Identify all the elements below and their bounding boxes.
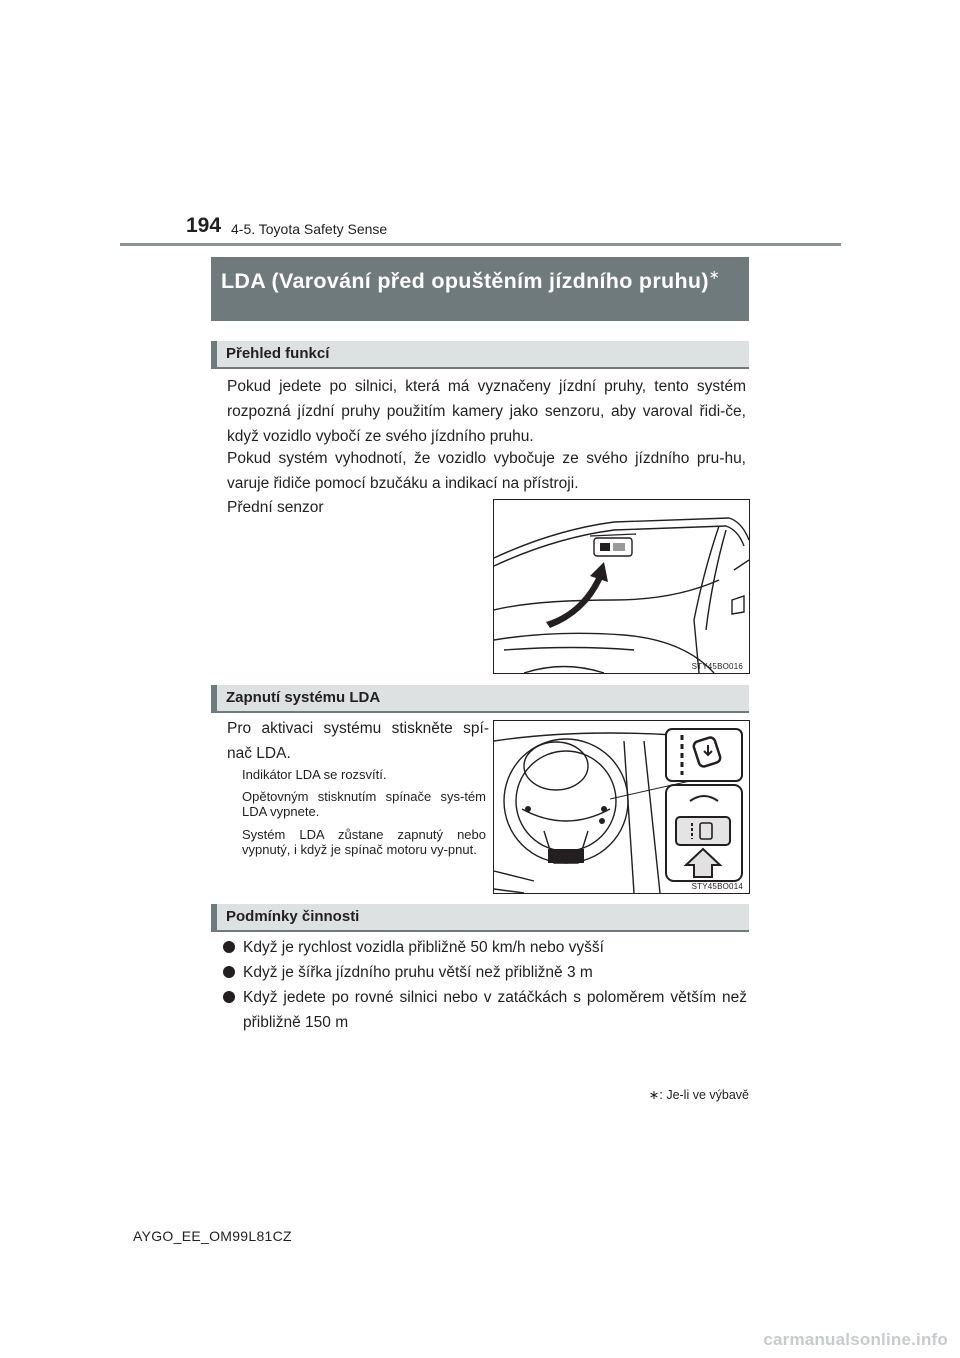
page-title-text: LDA (Varování před opuštěním jízdního pruhu) <box>221 269 709 293</box>
condition-bullet <box>223 960 747 985</box>
title-marker: ∗ <box>708 267 720 282</box>
condition-text: Když jedete po rovné silnici nebo v zatáčkách s poloměrem větším než přibližně 150 m <box>243 989 747 1031</box>
bullet-dot-icon <box>223 966 235 978</box>
watermark: carmanualsonline.info <box>763 1330 948 1349</box>
condition-bullet <box>223 935 747 960</box>
activation-paragraph: Pro aktivaci systému stiskněte spí-nač LDA. <box>227 720 489 762</box>
section-reference: 4-5. Toyota Safety Sense <box>231 221 388 237</box>
arrow-to-sensor <box>546 562 608 628</box>
footnote-text: : Je-li ve výbavě <box>659 1088 749 1102</box>
page-number: 194 <box>186 214 222 237</box>
overview-paragraph-2: Pokud systém vyhodnotí, že vozidlo vybočuje ze svého jízdního pru-hu, varuje řidiče pomocí bzučáku a indikací na přístroji. <box>227 450 746 492</box>
activation-note-3: Systém LDA zůstane zapnutý nebo vypnutý, i když je spínač motoru vy-pnut. <box>242 827 486 857</box>
activation-note-2: Opětovným stisknutím spínače sys-tém LDA vypnete. <box>242 789 486 819</box>
overview-heading: Přehled funkcí <box>211 341 749 369</box>
steering-wheel-illustration <box>494 721 749 893</box>
lda-switch-figure <box>493 720 750 894</box>
footnote <box>649 1087 749 1102</box>
page-title <box>211 257 749 321</box>
lda-indicator-panel <box>666 729 742 781</box>
conditions-heading: Podmínky činnosti <box>211 904 749 932</box>
condition-text: Když je šířka jízdního pruhu větší než přibližně 3 m <box>243 964 593 981</box>
sensor-unit <box>590 534 636 556</box>
figure-code-2: STY45BO014 <box>691 882 743 891</box>
activation-heading: Zapnutí systému LDA <box>211 685 749 713</box>
header-rule <box>120 243 841 246</box>
footnote-marker: ∗ <box>648 1088 660 1102</box>
bullet-dot-icon <box>223 991 235 1003</box>
windshield-illustration <box>494 500 749 673</box>
front-sensor-label: Přední senzor <box>227 499 324 516</box>
figure-code-1: STY45BO016 <box>691 662 743 671</box>
document-code: AYGO_EE_OM99L81CZ <box>133 1228 292 1244</box>
condition-text: Když je rychlost vozidla přibližně 50 km/h nebo vyšší <box>243 939 604 956</box>
lda-switch-panel <box>666 785 742 881</box>
condition-bullet <box>223 985 747 1035</box>
overview-paragraph-1: Pokud jedete po silnici, která má vyznačeny jízdní pruhy, tento systém rozpozná jízdní pruhy použitím kamery jako senzoru, aby varoval řidi-če, když vozidlo vybočí ze svého jízdního pruhu. <box>227 378 746 445</box>
front-sensor-figure <box>493 499 750 674</box>
activation-note-1: Indikátor LDA se rozsvítí. <box>242 767 387 782</box>
bullet-dot-icon <box>223 941 235 953</box>
